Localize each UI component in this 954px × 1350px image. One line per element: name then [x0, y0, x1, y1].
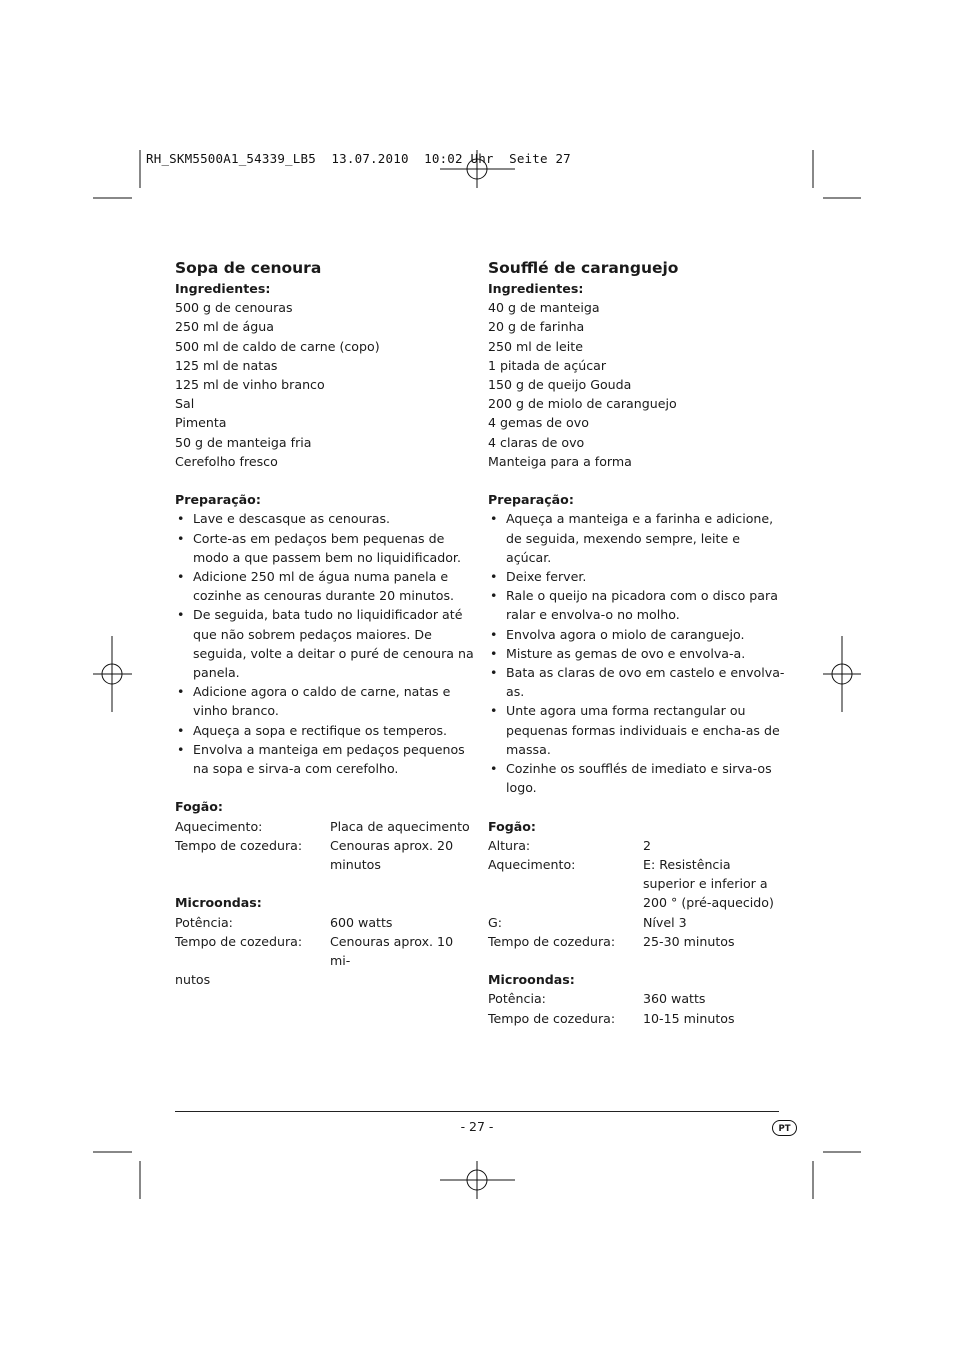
preparation-step: • Envolva a manteiga em pedaços pequenos na sopa e sirva-a com cerefolho.	[175, 740, 475, 778]
ingredient-item: 20 g de farinha	[488, 319, 585, 335]
setting-label: Tempo de cozedura:	[488, 933, 616, 949]
recipe-title: Sopa de cenoura	[175, 259, 322, 277]
stove-settings	[175, 817, 475, 875]
setting-value: Nível 3	[643, 914, 687, 930]
ingredient-item: 4 claras de ovo	[488, 434, 585, 450]
ingredient-item: Manteiga para a forma	[488, 453, 632, 469]
preparation-step: • De seguida, bata tudo no liquidificador até que não sobrem pedaços maiores. De seguida, volte a deitar o puré de cenoura na panela.	[175, 605, 475, 682]
microwave-heading: Microondas:	[175, 895, 262, 911]
ingredient-item: 500 g de cenouras	[175, 300, 293, 316]
preparation-step: • Cozinhe os soufflés de imediato e sirva-os logo.	[488, 759, 788, 797]
setting-value: Placa de aquecimento	[330, 818, 470, 834]
setting-label: Potência:	[175, 914, 233, 930]
preparation-step: • Misture as gemas de ovo e envolva-a.	[488, 644, 788, 663]
preparation-step: • Adicione agora o caldo de carne, natas e vinho branco.	[175, 682, 475, 720]
footer-divider	[175, 1111, 779, 1112]
preparation-step: • Envolva agora o miolo de caranguejo.	[488, 625, 788, 644]
stove-heading: Fogão:	[175, 799, 223, 815]
setting-label: Aquecimento:	[175, 818, 263, 834]
recipe-title: Soufflé de caranguejo	[488, 259, 679, 277]
setting-label: Aquecimento:	[488, 857, 576, 873]
ingredient-item: 4 gemas de ovo	[488, 415, 589, 431]
ingredient-item: 500 ml de caldo de carne (copo)	[175, 338, 380, 354]
ingredient-item: 125 ml de natas	[175, 357, 278, 373]
setting-label: Altura:	[488, 837, 531, 853]
ingredient-item: 40 g de manteiga	[488, 300, 600, 316]
ingredient-item: 50 g de manteiga fria	[175, 434, 312, 450]
stove-heading: Fogão:	[488, 818, 536, 834]
setting-value: 10-15 minutos	[643, 1010, 735, 1026]
preparation-step: • Unte agora uma forma rectangular ou pequenas formas individuais e encha-as de massa.	[488, 701, 788, 759]
ingredients-heading: Ingredientes:	[175, 281, 271, 296]
setting-value: 2	[643, 837, 652, 853]
setting-label: Tempo de cozedura:	[175, 933, 303, 949]
setting-value: Cenouras aprox. 10 mi-	[330, 933, 454, 969]
stove-settings	[488, 836, 788, 951]
setting-label: Tempo de cozedura:	[488, 1010, 616, 1026]
page-number: - 27 -	[460, 1119, 494, 1134]
setting-value: 25-30 minutos	[643, 933, 735, 949]
preparation-step: • Corte-as em pedaços bem pequenas de modo a que passem bem no liquidificador.	[175, 529, 475, 567]
preparation-step: • Aqueça a sopa e rectifique os temperos.	[175, 721, 475, 740]
preparation-heading: Preparação:	[175, 492, 261, 508]
preparation-step: • Bata as claras de ovo em castelo e envolva-as.	[488, 663, 788, 701]
ingredient-item: 1 pitada de açúcar	[488, 357, 607, 373]
setting-value-continued: nutos	[175, 972, 211, 988]
setting-value: 600 watts	[330, 914, 393, 930]
ingredient-item: Sal	[175, 396, 195, 412]
ingredient-item: 250 ml de leite	[488, 338, 583, 354]
ingredient-item: Cerefolho fresco	[175, 453, 278, 469]
microwave-heading: Microondas:	[488, 972, 575, 988]
preparation-step: • Deixe ferver.	[488, 567, 788, 586]
preparation-heading: Preparação:	[488, 492, 574, 508]
microwave-settings	[175, 913, 475, 971]
recipe-carrot-soup	[175, 258, 475, 989]
microwave-settings	[488, 989, 788, 1027]
ingredients-list	[175, 298, 475, 471]
setting-value: E: Resistência superior e inferior a 200 ° (pré-aquecido)	[643, 857, 774, 911]
ingredient-item: 200 g de miolo de caranguejo	[488, 396, 677, 412]
setting-value: Cenouras aprox. 20 minutos	[330, 837, 454, 873]
ingredient-item: 250 ml de água	[175, 319, 274, 335]
recipe-crab-souffle	[488, 258, 788, 1028]
ingredients-list	[488, 298, 788, 471]
preparation-steps	[175, 509, 475, 778]
preparation-steps	[488, 509, 788, 797]
setting-label: Potência:	[488, 991, 546, 1007]
setting-label: G:	[488, 914, 503, 930]
ingredient-item: 125 ml de vinho branco	[175, 377, 325, 393]
ingredient-item: 150 g de queijo Gouda	[488, 377, 632, 393]
setting-value: 360 watts	[643, 991, 706, 1007]
setting-label: Tempo de cozedura:	[175, 837, 303, 853]
language-badge: PT	[772, 1120, 797, 1136]
ingredients-heading: Ingredientes:	[488, 281, 584, 296]
preparation-step: • Rale o queijo na picadora com o disco para ralar e envolva-o no molho.	[488, 586, 788, 624]
preparation-step: • Adicione 250 ml de água numa panela e cozinhe as cenouras durante 20 minutos.	[175, 567, 475, 605]
preparation-step: • Aqueça a manteiga e a farinha e adicione, de seguida, mexendo sempre, leite e açúcar.	[488, 509, 788, 567]
preparation-step: • Lave e descasque as cenouras.	[175, 509, 475, 528]
print-slug-line: RH_SKM5500A1_54339_LB5 13.07.2010 10:02 Uhr Seite 27	[146, 151, 571, 166]
ingredient-item: Pimenta	[175, 415, 227, 431]
